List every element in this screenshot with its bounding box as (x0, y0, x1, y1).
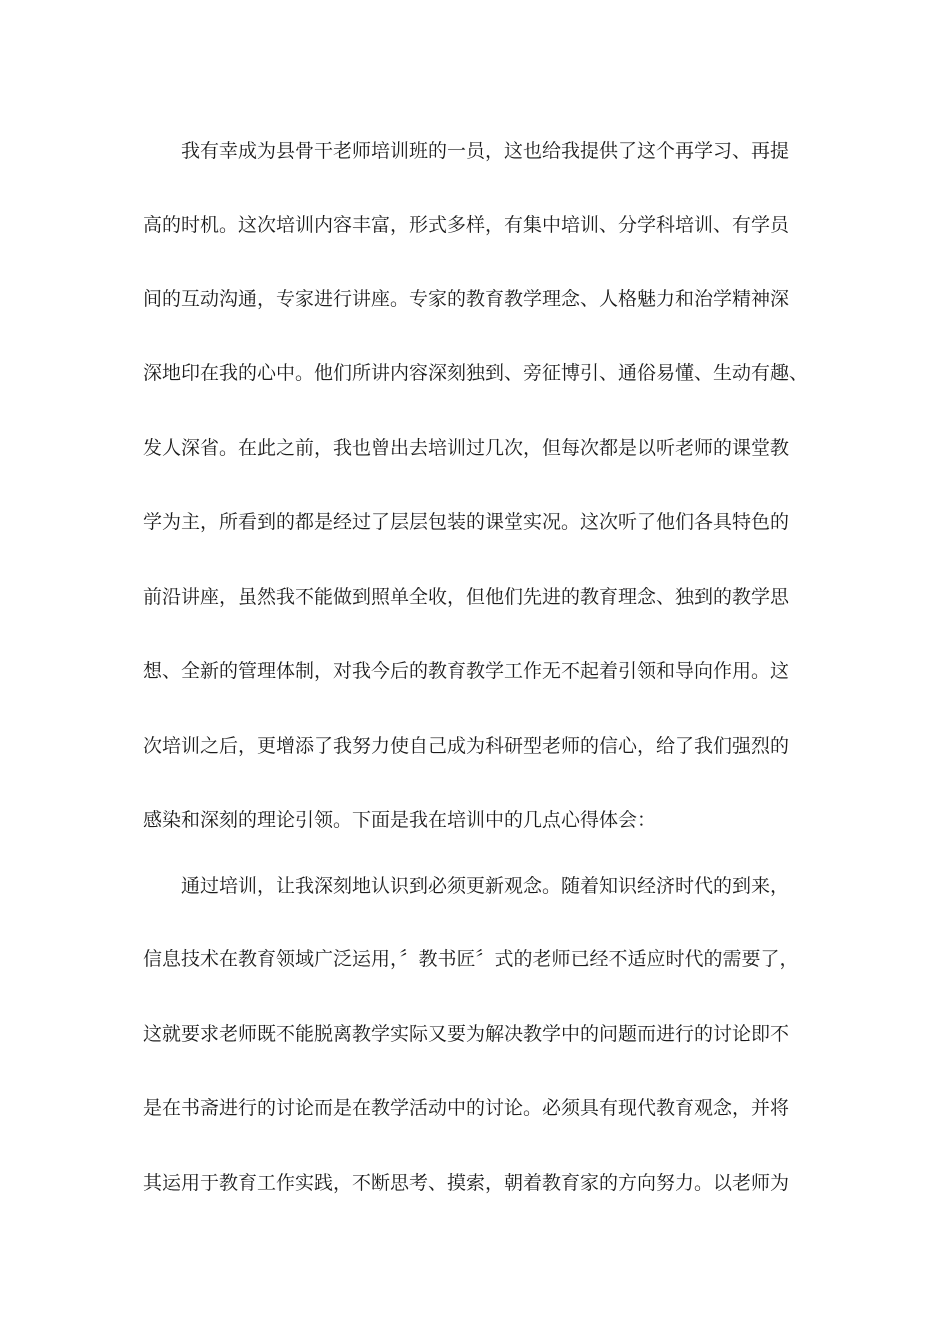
paragraph-line: 高的时机。这次培训内容丰富，形式多样，有集中培训、分学科培训、有学员 (143, 214, 790, 236)
paragraph-line: 发人深省。在此之前，我也曾出去培训过几次，但每次都是以听老师的课堂教 (143, 437, 790, 459)
paragraph-line: 学为主，所看到的都是经过了层层包装的课堂实况。这次听了他们各具特色的 (143, 511, 790, 533)
paragraph-line: 次培训之后，更增添了我努力使自己成为科研型老师的信心，给了我们强烈的 (143, 735, 790, 757)
paragraph-line: 这就要求老师既不能脱离教学实际又要为解决教学中的问题而进行的讨论即不 (143, 1023, 790, 1045)
paragraph-line: 间的互动沟通，专家进行讲座。专家的教育教学理念、人格魅力和治学精神深 (143, 288, 790, 310)
paragraph-line: 前沿讲座，虽然我不能做到照单全收，但他们先进的教育理念、独到的教学思 (143, 586, 790, 608)
paragraph-line: 其运用于教育工作实践，不断思考、摸索，朝着教育家的方向努力。以老师为 (143, 1172, 790, 1194)
paragraph-line: 深地印在我的心中。他们所讲内容深刻独到、旁征博引、通俗易懂、生动有趣、 (143, 362, 809, 384)
paragraph-line: 想、全新的管理体制，对我今后的教育教学工作无不起着引领和导向作用。这 (143, 660, 790, 682)
paragraph-line: 我有幸成为县骨干老师培训班的一员，这也给我提供了这个再学习、再提 (181, 140, 790, 162)
paragraph-line: 感染和深刻的理论引领。下面是我在培训中的几点心得体会： (143, 809, 657, 831)
paragraph-line: 是在书斋进行的讨论而是在教学活动中的讨论。必须具有现代教育观念，并将 (143, 1097, 790, 1119)
paragraph-line: 信息技术在教育领域广泛运用，〞教书匠〞式的老师已经不适应时代的需要了， (143, 948, 799, 970)
paragraph-line: 通过培训，让我深刻地认识到必须更新观念。随着知识经济时代的到来， (181, 875, 790, 897)
